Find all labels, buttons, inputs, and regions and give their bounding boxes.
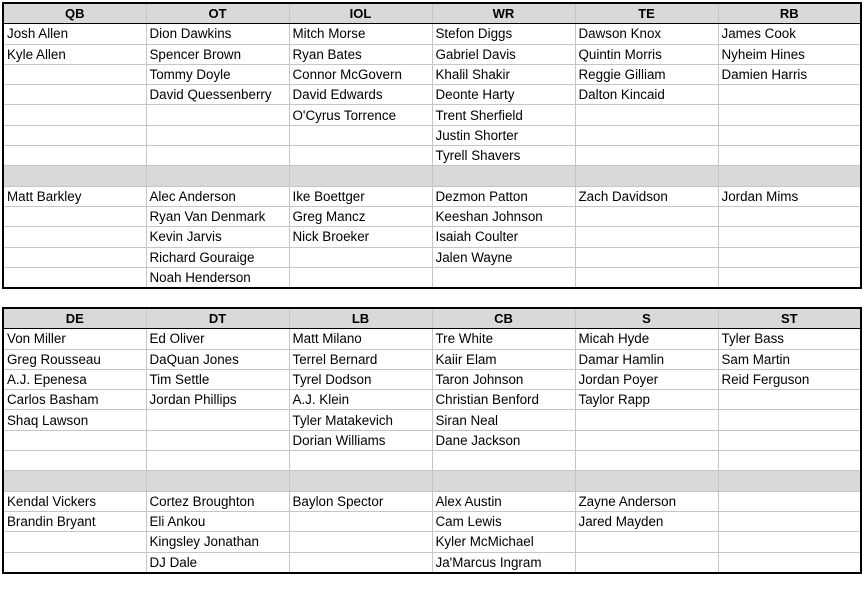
defense-depth-chart — [2, 307, 862, 574]
offense-depth-chart — [2, 2, 862, 289]
empty-cell[interactable] — [575, 552, 718, 573]
player-cell[interactable]: Taron Johnson — [432, 369, 575, 389]
table-row — [3, 349, 861, 369]
empty-cell[interactable] — [575, 206, 718, 226]
player-cell[interactable]: Zach Davidson — [575, 186, 718, 206]
empty-cell[interactable] — [718, 267, 861, 288]
empty-cell[interactable] — [575, 105, 718, 125]
empty-cell[interactable] — [3, 146, 146, 166]
empty-cell[interactable] — [575, 125, 718, 145]
empty-cell[interactable] — [718, 227, 861, 247]
table-row — [3, 430, 861, 450]
player-cell[interactable]: Zayne Anderson — [575, 491, 718, 511]
empty-cell[interactable] — [432, 451, 575, 471]
empty-cell[interactable] — [3, 105, 146, 125]
player-cell[interactable]: Eli Ankou — [146, 511, 289, 531]
divider-cell — [718, 471, 861, 491]
player-cell[interactable]: Matt Barkley — [3, 186, 146, 206]
player-cell[interactable]: Richard Gouraige — [146, 247, 289, 267]
player-cell[interactable]: Greg Mancz — [289, 206, 432, 226]
empty-cell[interactable] — [3, 247, 146, 267]
empty-cell[interactable] — [289, 267, 432, 288]
player-cell[interactable]: Alex Austin — [432, 491, 575, 511]
player-cell[interactable]: Nick Broeker — [289, 227, 432, 247]
player-cell[interactable]: Von Miller — [3, 329, 146, 349]
player-cell[interactable]: Kendal Vickers — [3, 491, 146, 511]
player-cell[interactable]: Siran Neal — [432, 410, 575, 430]
player-cell[interactable]: Cortez Broughton — [146, 491, 289, 511]
player-cell[interactable]: Ja'Marcus Ingram — [432, 552, 575, 573]
empty-cell[interactable] — [575, 247, 718, 267]
empty-cell[interactable] — [718, 430, 861, 450]
position-header[interactable]: TE — [575, 3, 718, 24]
table-row — [3, 44, 861, 64]
player-cell[interactable]: Dezmon Patton — [432, 186, 575, 206]
empty-cell[interactable] — [3, 430, 146, 450]
table-row — [3, 125, 861, 145]
empty-cell[interactable] — [3, 64, 146, 84]
player-cell[interactable]: DaQuan Jones — [146, 349, 289, 369]
empty-cell[interactable] — [146, 125, 289, 145]
table-row — [3, 227, 861, 247]
player-cell[interactable]: A.J. Klein — [289, 390, 432, 410]
table-row — [3, 552, 861, 573]
table-row — [3, 491, 861, 511]
table-row — [3, 105, 861, 125]
player-cell[interactable]: Ryan Van Denmark — [146, 206, 289, 226]
table-row — [3, 247, 861, 267]
player-cell[interactable]: Jordan Phillips — [146, 390, 289, 410]
player-cell[interactable]: A.J. Epenesa — [3, 369, 146, 389]
empty-cell[interactable] — [3, 451, 146, 471]
player-cell[interactable]: Keeshan Johnson — [432, 206, 575, 226]
divider-cell — [3, 471, 146, 491]
player-cell[interactable]: Kingsley Jonathan — [146, 532, 289, 552]
table-row — [3, 410, 861, 430]
player-cell[interactable]: Tyrell Shavers — [432, 146, 575, 166]
player-cell[interactable]: Spencer Brown — [146, 44, 289, 64]
position-header[interactable]: IOL — [289, 3, 432, 24]
player-cell[interactable]: Trent Sherfield — [432, 105, 575, 125]
player-cell[interactable]: Tommy Doyle — [146, 64, 289, 84]
position-header[interactable]: DE — [3, 308, 146, 329]
player-cell[interactable]: DJ Dale — [146, 552, 289, 573]
player-cell[interactable]: O'Cyrus Torrence — [289, 105, 432, 125]
player-cell[interactable]: Alec Anderson — [146, 186, 289, 206]
empty-cell[interactable] — [718, 206, 861, 226]
table-row — [3, 85, 861, 105]
empty-cell[interactable] — [3, 552, 146, 573]
divider-cell — [432, 471, 575, 491]
empty-cell[interactable] — [3, 206, 146, 226]
player-cell[interactable]: Jared Mayden — [575, 511, 718, 531]
empty-cell[interactable] — [289, 451, 432, 471]
player-cell[interactable]: Justin Shorter — [432, 125, 575, 145]
player-cell[interactable]: Greg Rousseau — [3, 349, 146, 369]
empty-cell[interactable] — [3, 267, 146, 288]
position-header[interactable]: RB — [718, 3, 861, 24]
player-cell[interactable]: Ike Boettger — [289, 186, 432, 206]
player-cell[interactable]: Ed Oliver — [146, 329, 289, 349]
empty-cell[interactable] — [718, 532, 861, 552]
position-header[interactable]: QB — [3, 3, 146, 24]
position-header[interactable]: DT — [146, 308, 289, 329]
divider-cell — [3, 166, 146, 186]
empty-cell[interactable] — [575, 451, 718, 471]
position-header[interactable]: S — [575, 308, 718, 329]
empty-cell[interactable] — [718, 105, 861, 125]
player-cell[interactable]: Damar Hamlin — [575, 349, 718, 369]
table-row — [3, 206, 861, 226]
divider-cell — [432, 166, 575, 186]
divider-cell — [146, 471, 289, 491]
empty-cell[interactable] — [718, 491, 861, 511]
player-cell[interactable]: Brandin Bryant — [3, 511, 146, 531]
player-cell[interactable]: Gabriel Davis — [432, 44, 575, 64]
table-row — [3, 369, 861, 389]
player-cell[interactable]: Isaiah Coulter — [432, 227, 575, 247]
player-cell[interactable]: Dane Jackson — [432, 430, 575, 450]
empty-cell[interactable] — [718, 85, 861, 105]
player-cell[interactable]: Damien Harris — [718, 64, 861, 84]
player-cell[interactable]: Deonte Harty — [432, 85, 575, 105]
player-cell[interactable]: James Cook — [718, 24, 861, 44]
player-cell[interactable]: Matt Milano — [289, 329, 432, 349]
table-row — [3, 267, 861, 288]
player-cell[interactable]: Jordan Mims — [718, 186, 861, 206]
player-cell[interactable]: Baylon Spector — [289, 491, 432, 511]
player-cell[interactable]: Tyler Matakevich — [289, 410, 432, 430]
player-cell[interactable]: Noah Henderson — [146, 267, 289, 288]
empty-cell[interactable] — [146, 451, 289, 471]
table-row — [3, 24, 861, 44]
player-cell[interactable]: Quintin Morris — [575, 44, 718, 64]
section-divider-row — [3, 471, 861, 491]
divider-cell — [575, 471, 718, 491]
empty-cell[interactable] — [718, 247, 861, 267]
empty-cell[interactable] — [289, 125, 432, 145]
empty-cell[interactable] — [146, 146, 289, 166]
player-cell[interactable]: Shaq Lawson — [3, 410, 146, 430]
empty-cell[interactable] — [718, 410, 861, 430]
empty-cell[interactable] — [289, 552, 432, 573]
empty-cell[interactable] — [289, 146, 432, 166]
empty-cell[interactable] — [575, 430, 718, 450]
empty-cell[interactable] — [3, 532, 146, 552]
empty-cell[interactable] — [718, 146, 861, 166]
position-header[interactable]: OT — [146, 3, 289, 24]
player-cell[interactable]: Nyheim Hines — [718, 44, 861, 64]
player-cell[interactable]: Stefon Diggs — [432, 24, 575, 44]
player-cell[interactable]: Reggie Gilliam — [575, 64, 718, 84]
empty-cell[interactable] — [718, 511, 861, 531]
empty-cell[interactable] — [718, 552, 861, 573]
position-header[interactable]: CB — [432, 308, 575, 329]
player-cell[interactable]: Tyrel Dodson — [289, 369, 432, 389]
table-row — [3, 64, 861, 84]
empty-cell[interactable] — [575, 410, 718, 430]
player-cell[interactable]: David Quessenberry — [146, 85, 289, 105]
player-cell[interactable]: Dawson Knox — [575, 24, 718, 44]
player-cell[interactable]: Micah Hyde — [575, 329, 718, 349]
table-row — [3, 532, 861, 552]
position-header[interactable]: ST — [718, 308, 861, 329]
empty-cell[interactable] — [146, 430, 289, 450]
table-row — [3, 511, 861, 531]
divider-cell — [289, 471, 432, 491]
defense-header-row — [3, 308, 861, 329]
divider-cell — [718, 166, 861, 186]
player-cell[interactable]: Sam Martin — [718, 349, 861, 369]
player-cell[interactable]: Ryan Bates — [289, 44, 432, 64]
position-header[interactable]: LB — [289, 308, 432, 329]
empty-cell[interactable] — [289, 511, 432, 531]
empty-cell[interactable] — [575, 267, 718, 288]
table-row — [3, 451, 861, 471]
player-cell[interactable]: Dion Dawkins — [146, 24, 289, 44]
player-cell[interactable]: Tim Settle — [146, 369, 289, 389]
empty-cell[interactable] — [718, 125, 861, 145]
player-cell[interactable]: Terrel Bernard — [289, 349, 432, 369]
player-cell[interactable]: Kyler McMichael — [432, 532, 575, 552]
player-cell[interactable]: Kaiir Elam — [432, 349, 575, 369]
player-cell[interactable]: Connor McGovern — [289, 64, 432, 84]
player-cell[interactable]: Khalil Shakir — [432, 64, 575, 84]
section-divider-row — [3, 166, 861, 186]
player-cell[interactable]: Jalen Wayne — [432, 247, 575, 267]
player-cell[interactable]: Tre White — [432, 329, 575, 349]
player-cell[interactable]: David Edwards — [289, 85, 432, 105]
offense-header-row — [3, 3, 861, 24]
table-row — [3, 390, 861, 410]
empty-cell[interactable] — [289, 247, 432, 267]
table-row — [3, 329, 861, 349]
player-cell[interactable]: Josh Allen — [3, 24, 146, 44]
player-cell[interactable]: Christian Benford — [432, 390, 575, 410]
empty-cell[interactable] — [432, 267, 575, 288]
empty-cell[interactable] — [146, 105, 289, 125]
empty-cell[interactable] — [3, 85, 146, 105]
empty-cell[interactable] — [575, 532, 718, 552]
player-cell[interactable]: Cam Lewis — [432, 511, 575, 531]
player-cell[interactable]: Reid Ferguson — [718, 369, 861, 389]
divider-cell — [289, 166, 432, 186]
player-cell[interactable]: Kyle Allen — [3, 44, 146, 64]
player-cell[interactable]: Dorian Williams — [289, 430, 432, 450]
empty-cell[interactable] — [718, 390, 861, 410]
empty-cell[interactable] — [3, 125, 146, 145]
empty-cell[interactable] — [289, 532, 432, 552]
player-cell[interactable]: Dalton Kincaid — [575, 85, 718, 105]
empty-cell[interactable] — [575, 146, 718, 166]
empty-cell[interactable] — [575, 227, 718, 247]
player-cell[interactable]: Mitch Morse — [289, 24, 432, 44]
player-cell[interactable]: Taylor Rapp — [575, 390, 718, 410]
divider-cell — [575, 166, 718, 186]
empty-cell[interactable] — [718, 451, 861, 471]
player-cell[interactable]: Tyler Bass — [718, 329, 861, 349]
position-header[interactable]: WR — [432, 3, 575, 24]
player-cell[interactable]: Carlos Basham — [3, 390, 146, 410]
divider-cell — [146, 166, 289, 186]
empty-cell[interactable] — [3, 227, 146, 247]
player-cell[interactable]: Jordan Poyer — [575, 369, 718, 389]
table-row — [3, 146, 861, 166]
player-cell[interactable]: Kevin Jarvis — [146, 227, 289, 247]
empty-cell[interactable] — [146, 410, 289, 430]
table-row — [3, 186, 861, 206]
